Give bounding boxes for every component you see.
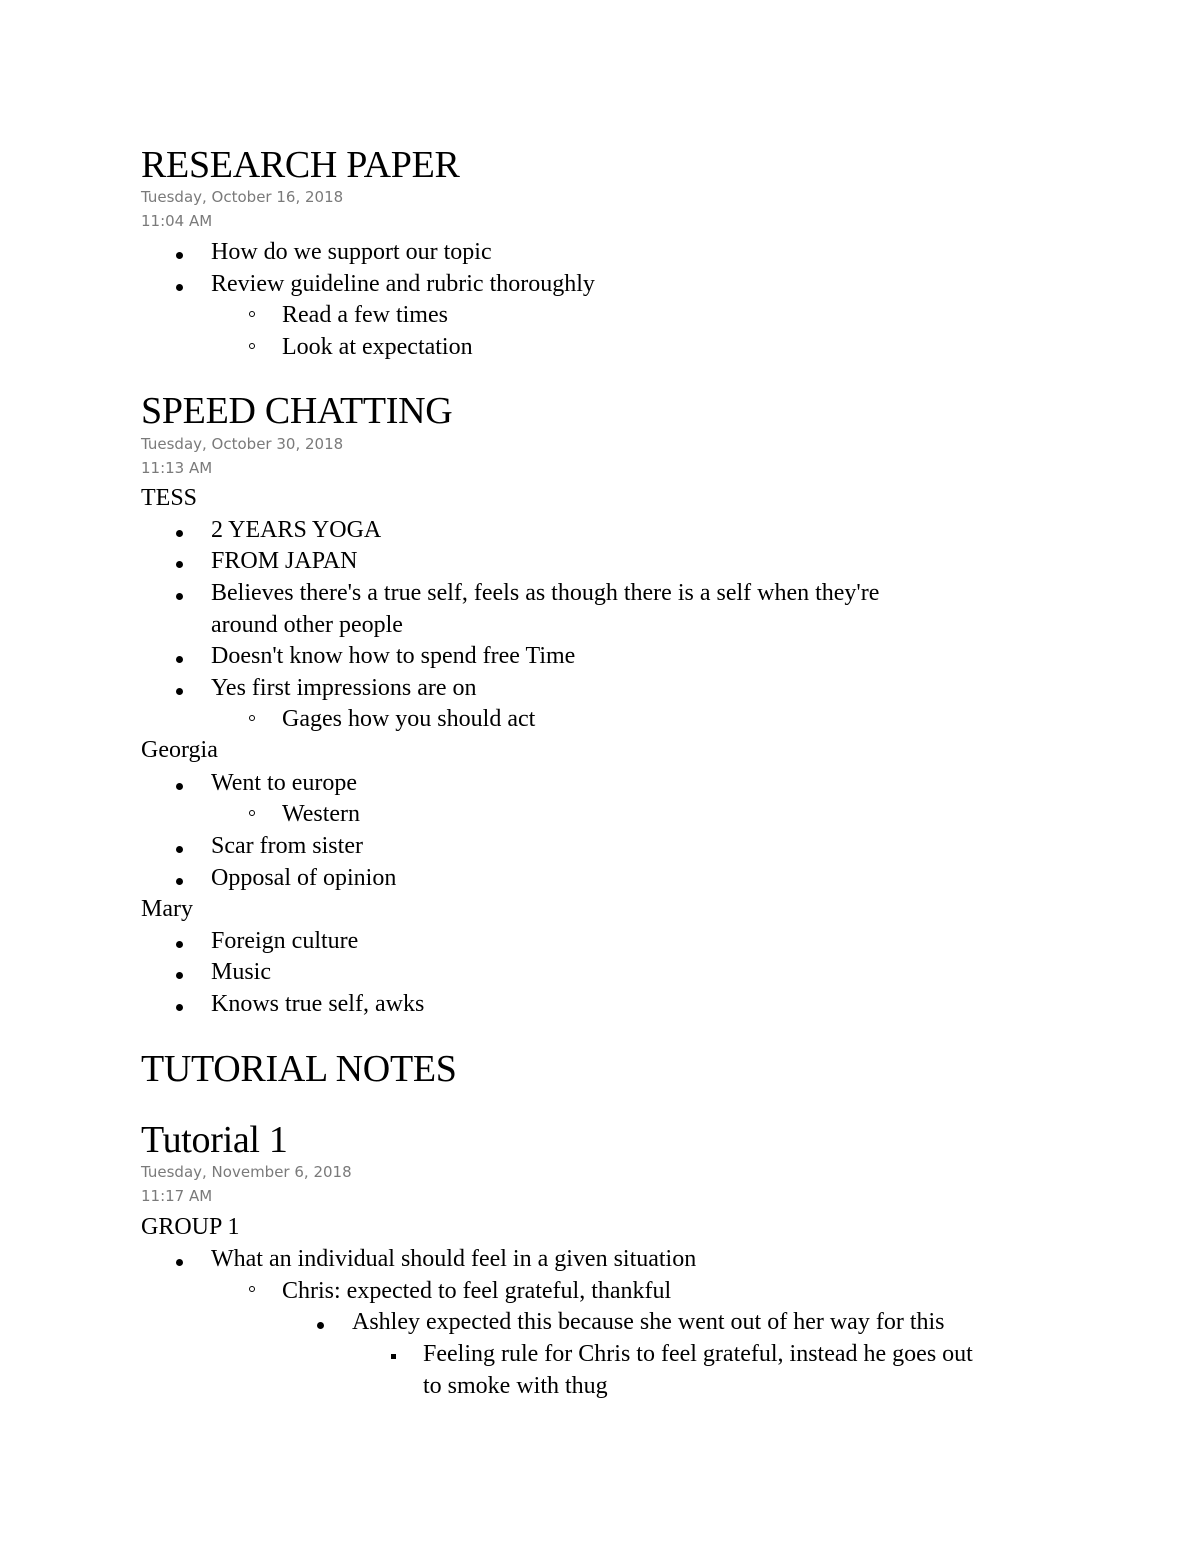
list-item: Gages how you should act [282,706,536,732]
bullet-disc-icon [176,941,183,948]
bullet-disc-icon [176,972,183,979]
person-name-mary: Mary [141,896,193,922]
list-item: 2 YEARS YOGA [211,517,382,543]
person-name-tess: TESS [141,485,198,511]
bullet-disc-icon [176,656,183,663]
list-item: How do we support our topic [211,239,492,265]
list-item: Western [282,801,361,827]
list-item: Opposal of opinion [211,865,397,891]
bullet-circle-icon [249,343,255,349]
section-date: Tuesday, October 30, 2018 [141,435,344,453]
bullet-disc-icon [176,846,183,853]
bullet-circle-icon [249,1286,255,1292]
section-title-tutorial-notes: TUTORIAL NOTES [141,1048,457,1090]
list-item: Knows true self, awks [211,991,425,1017]
list-item: Went to europe [211,770,358,796]
list-item: Look at expectation [282,334,473,360]
section-title-research-paper: RESEARCH PAPER [141,144,460,186]
list-item: Review guideline and rubric thoroughly [211,271,595,297]
bullet-square-icon [391,1354,396,1359]
bullet-disc-icon [317,1322,324,1329]
bullet-disc-icon [176,783,183,790]
section-title-speed-chatting: SPEED CHATTING [141,390,453,432]
list-item: Read a few times [282,302,448,328]
list-item: Doesn't know how to spend free Time [211,643,576,669]
bullet-circle-icon [249,715,255,721]
list-item: Foreign culture [211,928,359,954]
list-item-continuation: to smoke with thug [423,1373,608,1399]
bullet-circle-icon [249,810,255,816]
group-label: GROUP 1 [141,1214,240,1240]
bullet-disc-icon [176,1004,183,1011]
person-name-georgia: Georgia [141,737,218,763]
section-date: Tuesday, October 16, 2018 [141,188,344,206]
list-item: What an individual should feel in a given situation [211,1246,697,1272]
list-item: Music [211,959,271,985]
bullet-disc-icon [176,530,183,537]
bullet-circle-icon [249,311,255,317]
list-item: Ashley expected this because she went out of her way for this [352,1309,945,1335]
section-time: 11:13 AM [141,459,213,477]
list-item: Yes first impressions are on [211,675,477,701]
list-item: Believes there's a true self, feels as though there is a self when they're [211,580,880,606]
bullet-disc-icon [176,688,183,695]
bullet-disc-icon [176,284,183,291]
bullet-disc-icon [176,593,183,600]
bullet-disc-icon [176,878,183,885]
bullet-disc-icon [176,1259,183,1266]
list-item: Scar from sister [211,833,363,859]
section-date: Tuesday, November 6, 2018 [141,1163,352,1181]
list-item: Chris: expected to feel grateful, thankful [282,1278,672,1304]
section-time: 11:04 AM [141,212,213,230]
bullet-disc-icon [176,561,183,568]
section-title-tutorial-1: Tutorial 1 [141,1119,288,1161]
section-time: 11:17 AM [141,1187,213,1205]
list-item: Feeling rule for Chris to feel grateful, instead he goes out [423,1341,973,1367]
list-item: FROM JAPAN [211,548,358,574]
bullet-disc-icon [176,252,183,259]
list-item-continuation: around other people [211,612,403,638]
